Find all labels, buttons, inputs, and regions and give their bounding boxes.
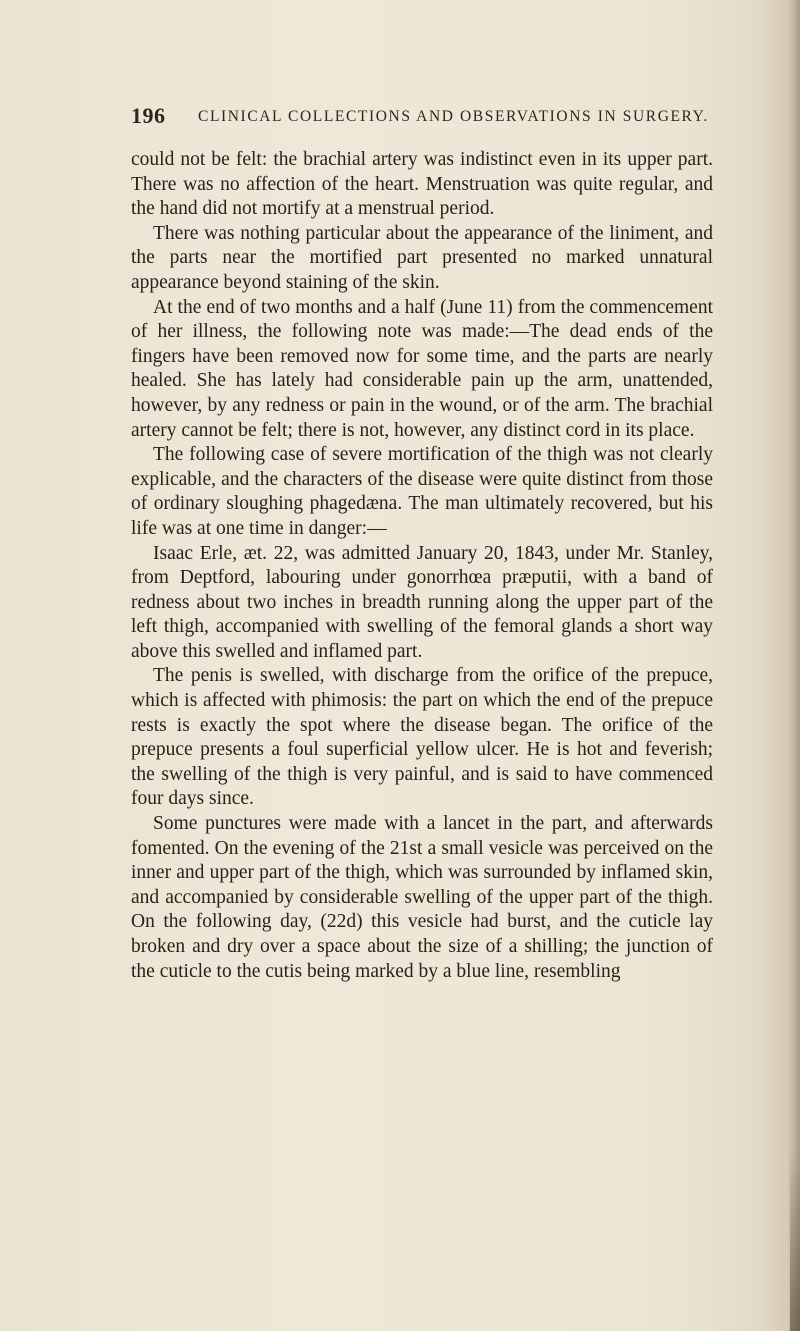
paragraph-continuation: could not be felt: the brachial artery was indistinct even in its upper part. There was no affection of the heart. Menstruation was quite regular, and the hand did not mortify at a menstrual period. [131, 149, 713, 220]
running-head: CLINICAL COLLECTIONS AND OBSERVATIONS IN SURGERY. [198, 108, 709, 125]
paragraph-isaac-erle: Isaac Erle, æt. 22, was admitted January 20, 1843, under Mr. Stanley, from Deptford, labouring under gonorrhœa præputii, with a band of redness about two inches in breadth running along the upper part of the left thigh, accompanied with swelling of the femoral glands a short way above this swelled and inflamed part. [131, 542, 713, 662]
page-edge-shadow [790, 1150, 800, 1331]
paragraph-punctures: Some punctures were made with a lancet in the part, and afterwards fomented. On the evening of the 21st a small vesicle was perceived on the inner and upper part of the thigh, which was surrounded by inflamed skin, and accompanied by considerable swelling of the upper part of the thigh. On the following day, (22d) this vesicle had burst, and the cuticle lay broken and dry over a space about the size of a shilling; the junction of the cuticle to the cutis being marked by a blue line, resembling [131, 813, 713, 982]
page-edge [786, 0, 800, 1331]
paragraph-case-intro: The following case of severe mortification of the thigh was not clearly explicable, and the characters of the disease were quite distinct from those of ordinary sloughing phagedæna. The man ultimately recovered, but his life was at one time in danger:— [131, 444, 713, 539]
body-text [131, 148, 713, 984]
paragraph-june-note: At the end of two months and a half (June 11) from the commencement of her illness, the following note was made:—The dead ends of the fingers have been removed now for some time, and the parts are nearly healed. She has lately had considerable pain up the arm, unattended, however, by any redness or pain in the wound, or of the arm. The brachial artery cannot be felt; there is not, however, any distinct cord in its place. [131, 296, 713, 441]
paragraph-penis-swelled: The penis is swelled, with discharge from the orifice of the prepuce, which is affected with phimosis: the part on which the end of the prepuce rests is exactly the spot where the disease began. The orifice of the prepuce presents a foul superficial yellow ulcer. He is hot and feverish; the swelling of the thigh is very painful, and is said to have commenced four days since. [131, 665, 713, 810]
paragraph-liniment: There was nothing particular about the appearance of the liniment, and the parts near the mortified part presented no marked unnatural appearance beyond staining of the skin. [131, 222, 713, 293]
page-header [131, 103, 721, 133]
page-number: 196 [131, 103, 166, 128]
